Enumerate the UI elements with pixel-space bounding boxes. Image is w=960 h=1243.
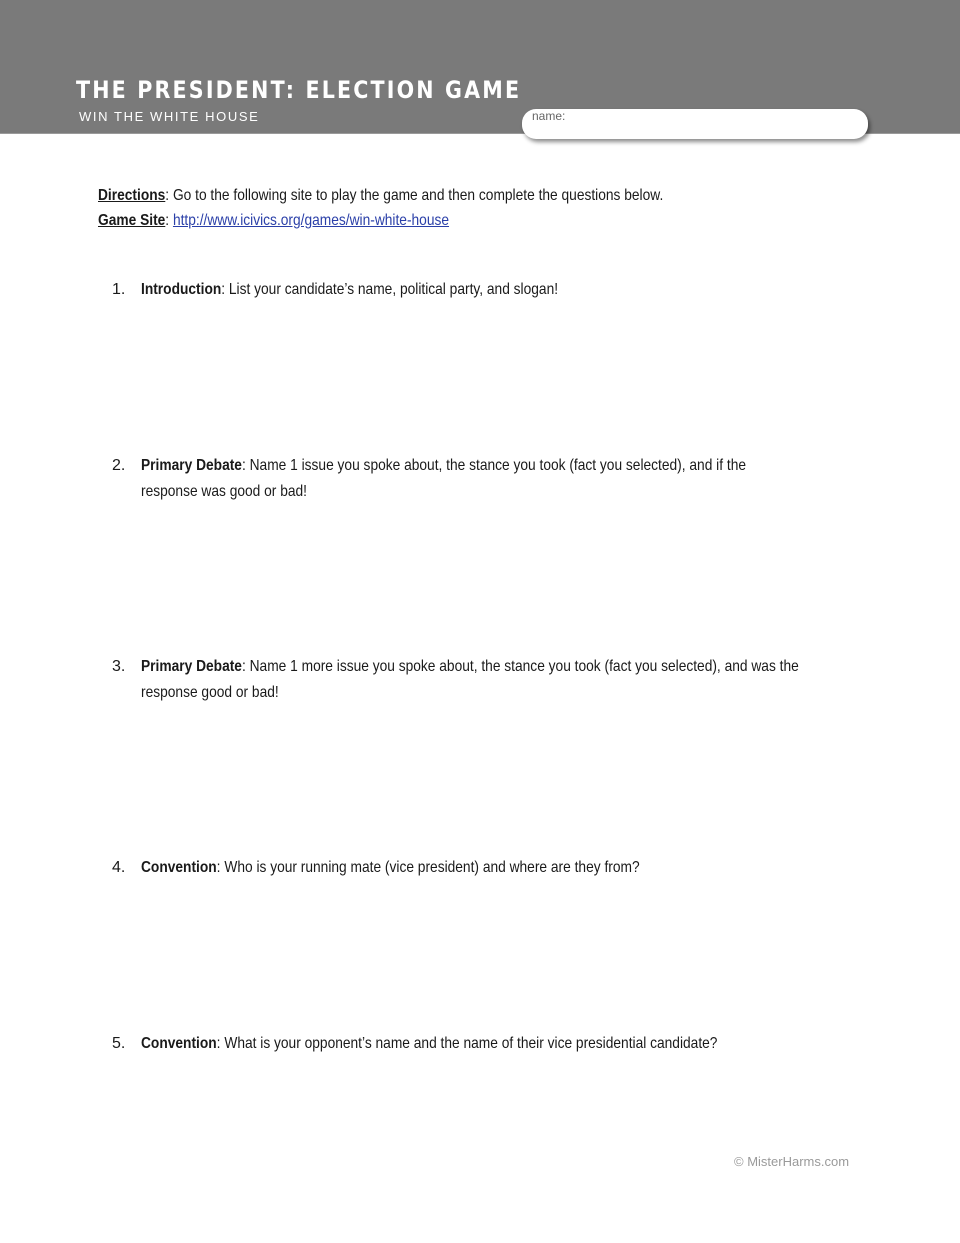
question-3 [112,654,852,706]
question-number: 3. [112,658,126,675]
question-label: Convention [141,859,217,876]
question-4 [112,855,852,881]
question-label: Convention [141,1035,217,1052]
question-number: 2. [112,457,126,474]
question-body-line2: response was good or bad! [141,483,307,500]
page-subtitle: WIN THE WHITE HOUSE [79,109,260,124]
question-text [141,277,558,303]
question-number: 1. [112,281,126,298]
directions-text: : Go to the following site to play the game and then complete the questions below. [165,187,664,204]
copyright-footer: © MisterHarms.com [734,1154,850,1169]
question-number: 5. [112,1035,126,1052]
question-text [141,1031,717,1057]
question-2 [112,453,852,505]
question-text [141,654,799,680]
question-label: Primary Debate [141,658,242,675]
question-body: : Who is your running mate (vice president) and where are they from? [216,859,640,876]
game-site-separator: : [165,212,173,229]
game-site-line [98,208,449,233]
directions-label: Directions [98,187,166,204]
question-body: : Name 1 more issue you spoke about, the stance you took (fact you selected), and was the [241,658,799,675]
page-title: THE PRESIDENT: ELECTION GAME [76,76,522,104]
name-field[interactable] [522,109,868,139]
question-1 [112,277,852,303]
game-site-link[interactable]: http://www.icivics.org/games/win-white-house [172,212,450,229]
question-label: Primary Debate [141,457,242,474]
name-field-label: name: [532,109,566,123]
question-text [141,855,640,881]
game-site-label: Game Site [98,212,166,229]
question-text [141,453,746,479]
question-label: Introduction [141,281,222,298]
question-body-line2: response good or bad! [141,684,279,701]
directions-line [98,183,663,208]
question-body: : What is your opponent’s name and the name of their vice presidential candidate? [216,1035,718,1052]
question-number: 4. [112,859,126,876]
question-body: : Name 1 issue you spoke about, the stance you took (fact you selected), and if the [241,457,747,474]
question-body: : List your candidate’s name, political party, and slogan! [221,281,559,298]
question-5 [112,1031,852,1057]
directions-block [98,183,755,233]
